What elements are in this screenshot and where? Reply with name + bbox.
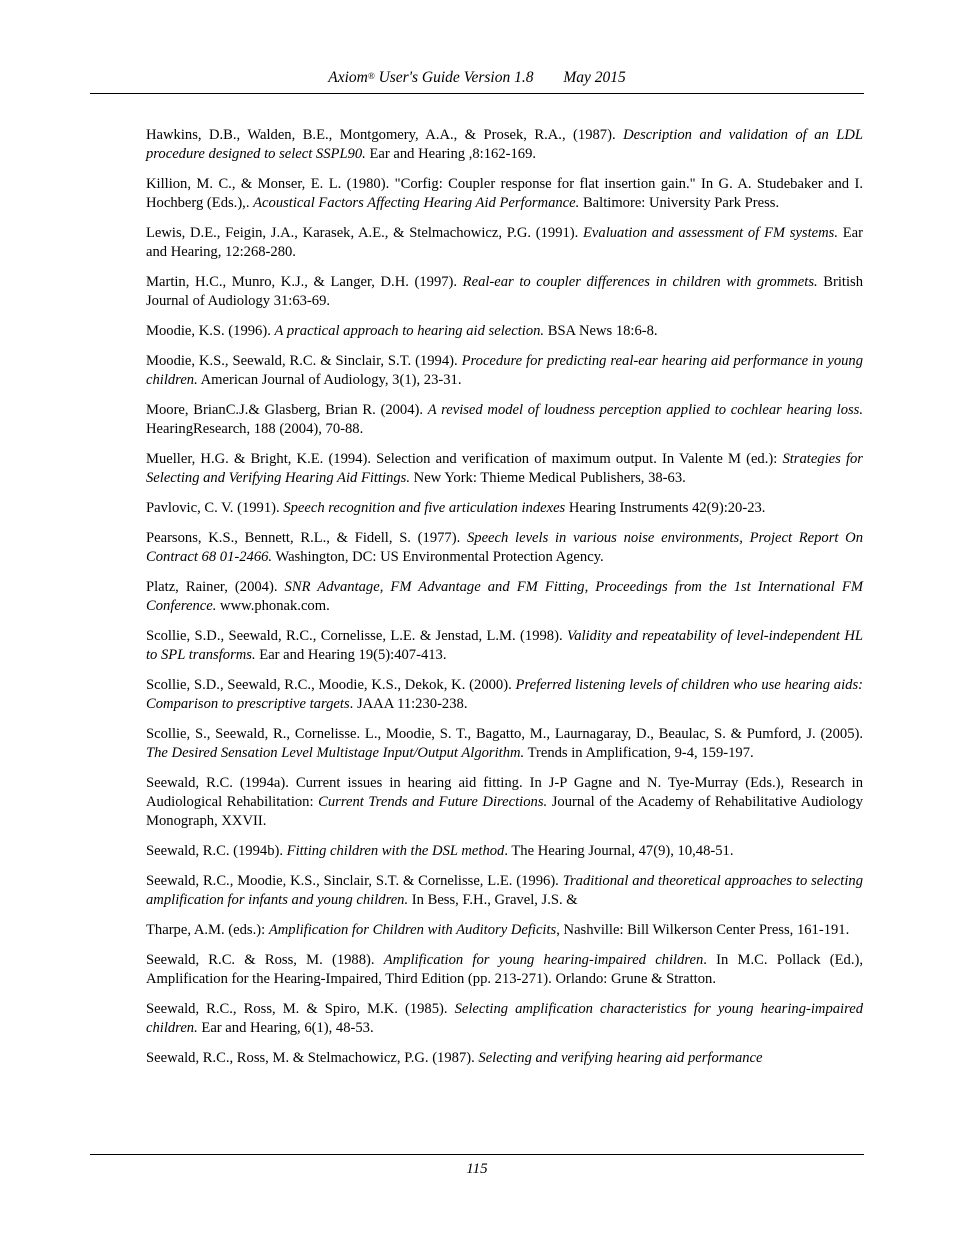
reference-entry: Seewald, R.C. (1994a). Current issues in hearing aid fitting. In J-P Gagne and N. Tye-Murray (Eds.), Research in Audiological Rehabilitation: Current Trends and Future Directions. Journal of the Academy of Rehabilitative Audiology Monograph, XXVII. <box>146 775 863 829</box>
header-date: May 2015 <box>563 69 626 86</box>
reference-entry: Seewald, R.C. & Ross, M. (1988). Amplification for young hearing-impaired children. In M.C. Pollack (Ed.), Amplification for the Hearing-Impaired, Third Edition (pp. 213-271). Orlando: Grune & Stratton. <box>146 952 863 987</box>
header-rule <box>90 93 864 94</box>
reference-entry: Tharpe, A.M. (eds.): Amplification for Children with Auditory Deficits, Nashville: Bill Wilkerson Center Press, 161-191. <box>146 922 850 938</box>
reference-entry: Seewald, R.C., Moodie, K.S., Sinclair, S.T. & Cornelisse, L.E. (1996). Traditional and theoretical approaches to selecting amplification for infants and young children. In Bess, F.H., Gravel, J.S. & <box>146 873 863 908</box>
reference-entry: Seewald, R.C., Ross, M. & Spiro, M.K. (1985). Selecting amplification characteristics for young hearing-impaired children. Ear and Hearing, 6(1), 48-53. <box>146 1001 863 1036</box>
reference-entry: Seewald, R.C. (1994b). Fitting children with the DSL method. The Hearing Journal, 47(9), 10,48-51. <box>146 843 734 859</box>
reference-entry: Mueller, H.G. & Bright, K.E. (1994). Selection and verification of maximum output. In Valente M (ed.): Strategies for Selecting and Verifying Hearing Aid Fittings. New York: Thieme Medical Publishers, 38-63. <box>146 451 863 486</box>
reference-entry: Killion, M. C., & Monser, E. L. (1980). "Corfig: Coupler response for flat insertion gain." In G. A. Studebaker and I. Hochberg (Eds.),. Acoustical Factors Affecting Hearing Aid Performance. Baltimore: University Park Press. <box>146 176 863 211</box>
header-title-rest: User's Guide Version 1.8 <box>378 69 534 86</box>
reference-entry: Platz, Rainer, (2004). SNR Advantage, FM Advantage and FM Fitting, Proceedings from the 1st International FM Conference. www.phonak.com. <box>146 579 863 614</box>
page-header <box>90 68 864 88</box>
footer-rule <box>90 1154 864 1155</box>
reference-entry: Pearsons, K.S., Bennett, R.L., & Fidell, S. (1977). Speech levels in various noise environments, Project Report On Contract 68 01-2466. Washington, DC: US Environmental Protection Agency. <box>146 530 864 565</box>
reference-entry: Scollie, S.D., Seewald, R.C., Cornelisse, L.E. & Jenstad, L.M. (1998). Validity and repeatability of level-independent HL to SPL transforms. Ear and Hearing 19(5):407-413. <box>146 628 864 663</box>
header-title: Axiom <box>328 69 368 86</box>
reference-entry: Lewis, D.E., Feigin, J.A., Karasek, A.E., & Stelmachowicz, P.G. (1991). Evaluation and assessment of FM systems. Ear and Hearing, 12:268-280. <box>146 225 863 260</box>
reference-entry: Scollie, S., Seewald, R., Cornelisse. L., Moodie, S. T., Bagatto, M., Laurnagaray, D., Beaulac, S. & Pumford, J. (2005). The Desired Sensation Level Multistage Input/Output Algorithm. Trends in Amplification, 9-4, 159-197. <box>146 726 863 761</box>
reference-entry: Pavlovic, C. V. (1991). Speech recognition and five articulation indexes Hearing Instruments 42(9):20-23. <box>146 500 766 516</box>
reference-entry: Martin, H.C., Munro, K.J., & Langer, D.H. (1997). Real-ear to coupler differences in children with grommets. British Journal of Audiology 31:63-69. <box>146 274 863 309</box>
reference-entry: Scollie, S.D., Seewald, R.C., Moodie, K.S., Dekok, K. (2000). Preferred listening levels of children who use hearing aids: Comparison to prescriptive targets. JAAA 11:230-238. <box>146 677 863 712</box>
registered-mark: ® <box>367 71 375 81</box>
reference-entry: Moore, BrianC.J.& Glasberg, Brian R. (2004). A revised model of loudness perception applied to cochlear hearing loss. HearingResearch, 188 (2004), 70-88. <box>146 402 863 437</box>
page-number: 115 <box>466 1161 488 1177</box>
reference-entry: Seewald, R.C., Ross, M. & Stelmachowicz, P.G. (1987). Selecting and verifying hearing aid performance <box>146 1050 763 1066</box>
reference-entry: Moodie, K.S., Seewald, R.C. & Sinclair, S.T. (1994). Procedure for predicting real-ear hearing aid performance in young children. American Journal of Audiology, 3(1), 23-31. <box>146 353 864 388</box>
reference-entry: Hawkins, D.B., Walden, B.E., Montgomery, A.A., & Prosek, R.A., (1987). Description and validation of an LDL procedure designed to select SSPL90. Ear and Hearing ,8:162-169. <box>146 127 864 162</box>
reference-list <box>146 126 863 1079</box>
reference-entry: Moodie, K.S. (1996). A practical approach to hearing aid selection. BSA News 18:6-8. <box>146 323 658 339</box>
